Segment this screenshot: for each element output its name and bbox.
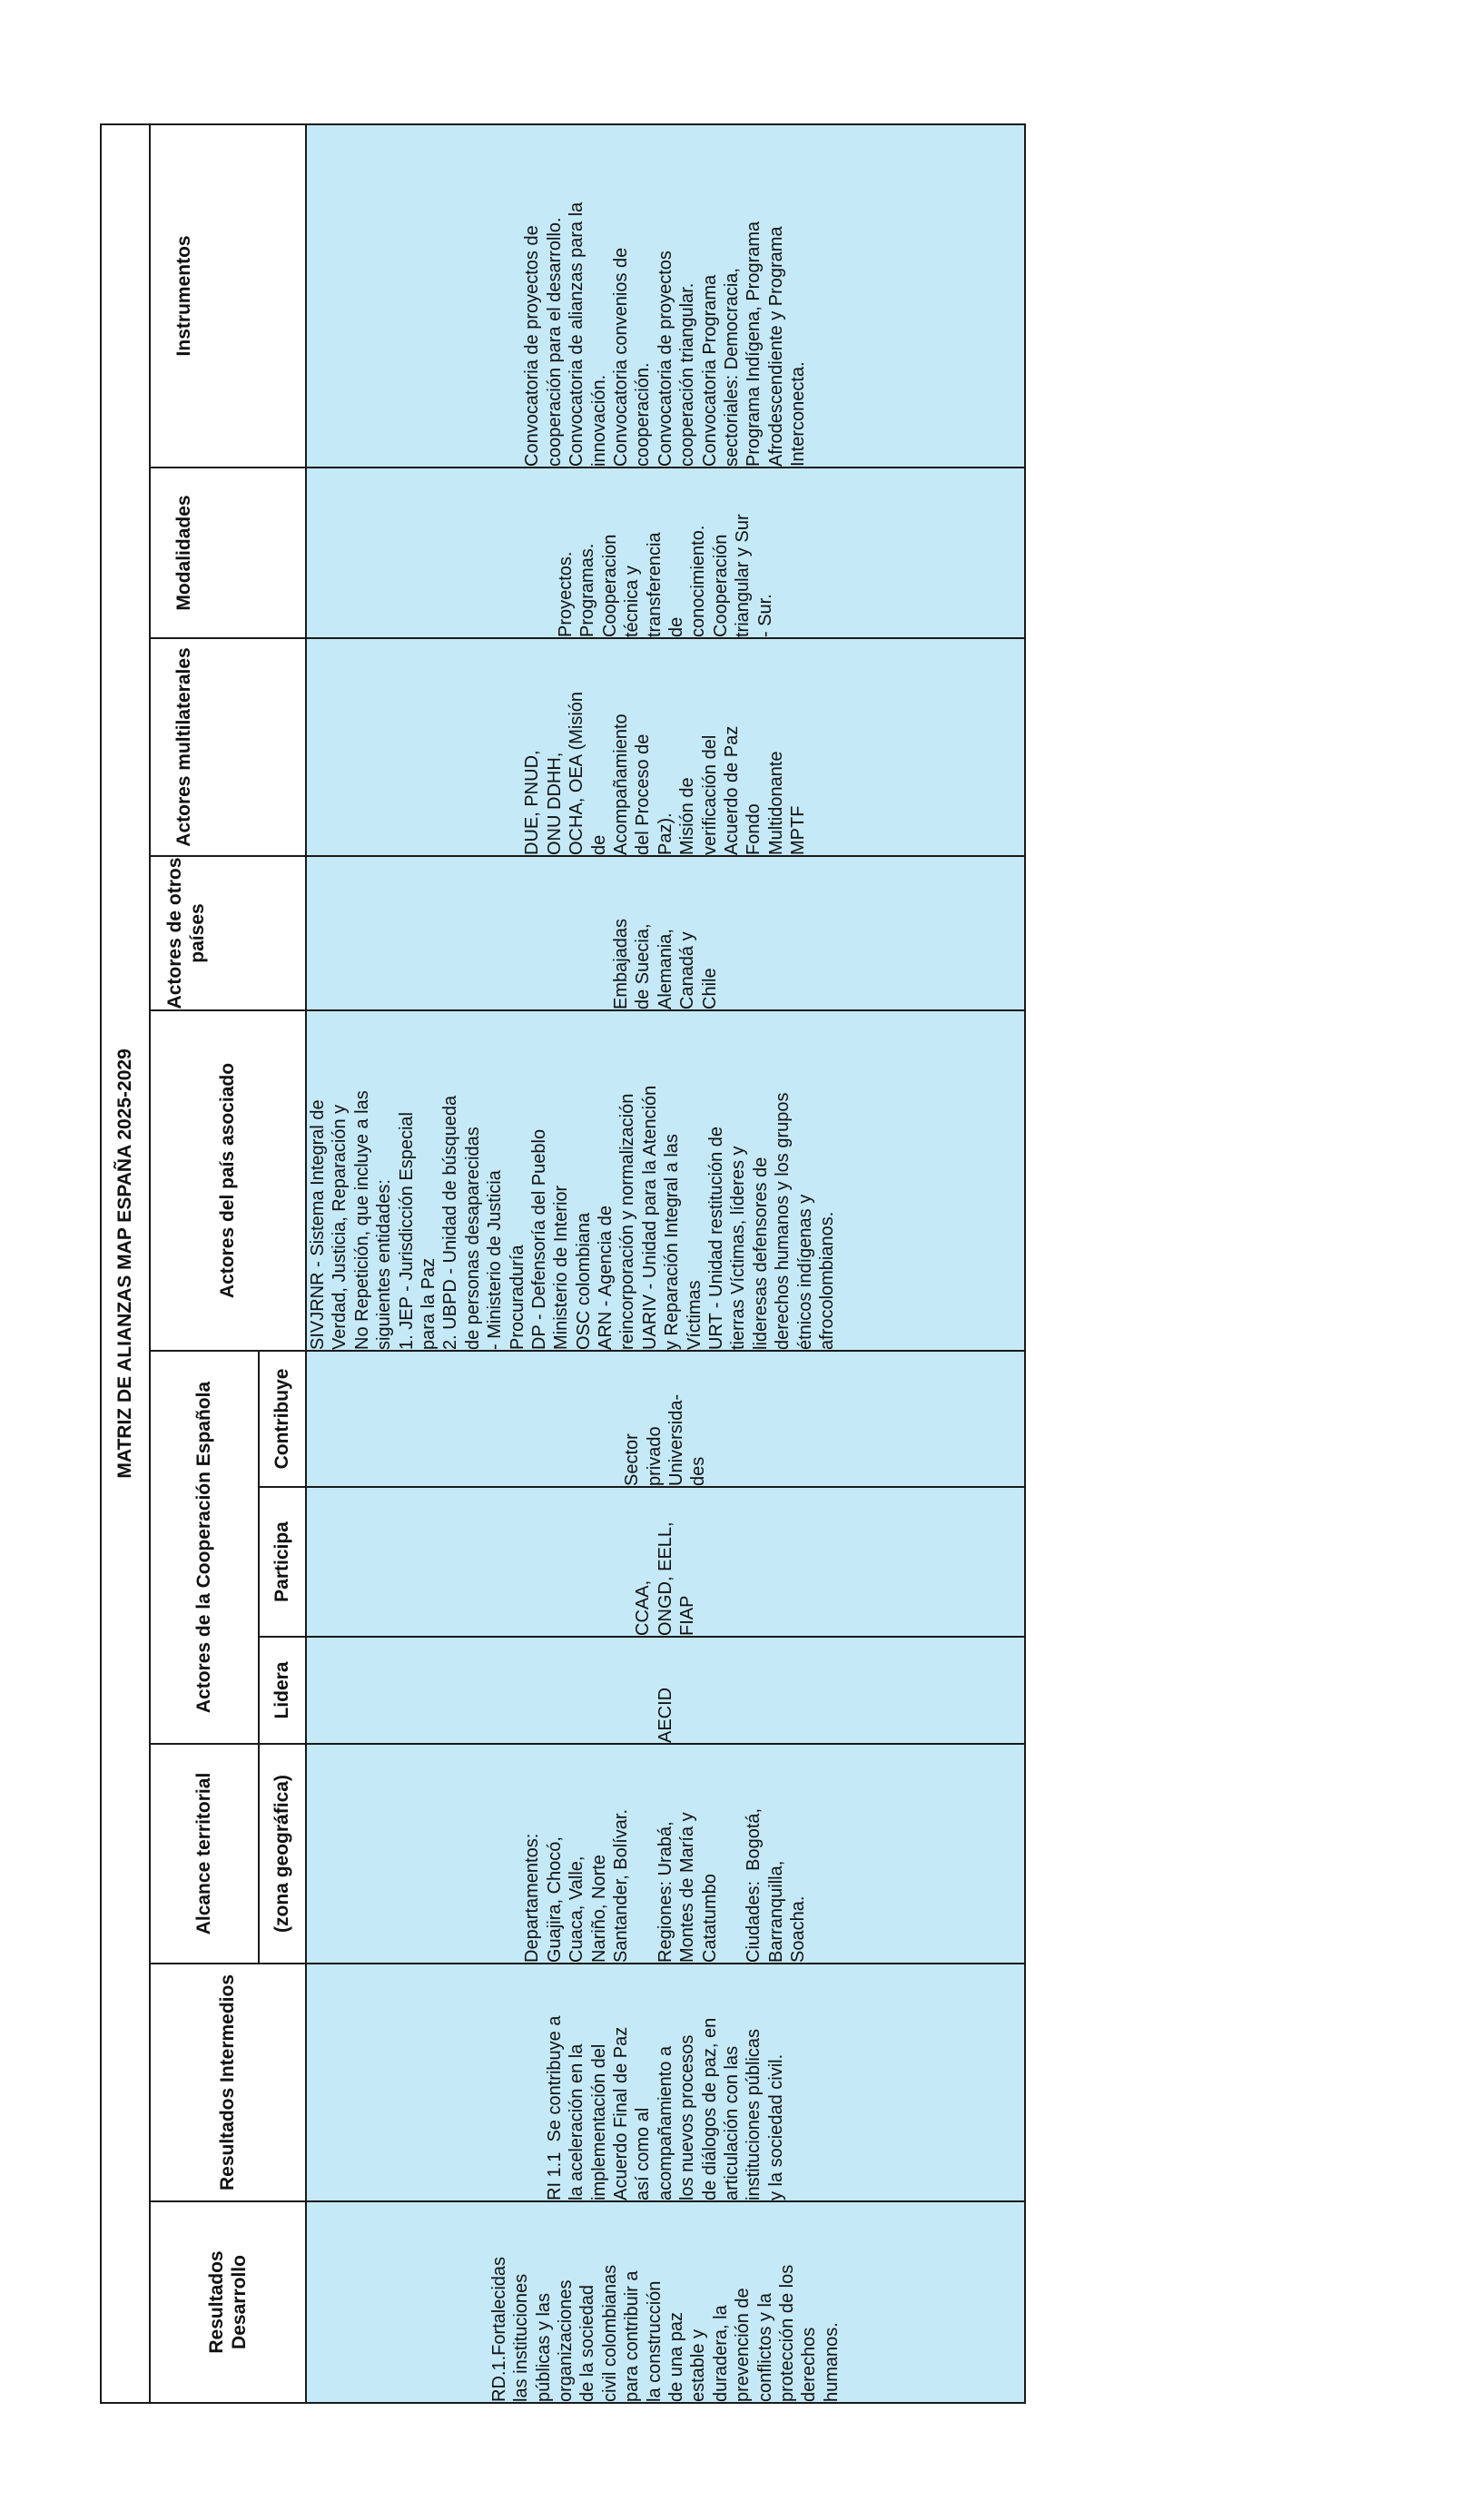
cell-line: de [666,616,686,637]
cell-line: afrocolombianos. [816,1211,837,1350]
cell-line: DUE, PNUD, [522,750,543,855]
cell-actores-pais [306,1010,1025,1351]
cell-participa [306,1487,1025,1637]
header-zona-geografica: (zona geográfica) [259,1744,306,1964]
cell-line: ONU DDHH, [544,752,565,855]
cell-line: derechos [799,2327,820,2402]
cell-line: Acuerdo de Paz [721,725,742,855]
cell-line: AECID [655,1687,675,1743]
cell-line: Interconecta. [788,361,809,467]
cell-line: protección de los [776,2264,797,2402]
cell-line: - Ministerio de Justicia [485,1170,506,1350]
cell-line: de la sociedad [577,2285,598,2402]
cell-line: Convocatoria de proyectos [655,251,675,467]
header-resultados-intermedios: Resultados Intermedios [150,1964,306,2201]
cell-line: estable y [688,2328,709,2402]
cell-line: triangular y Sur [733,514,754,637]
header-actores-otros: Actores de otros países [150,856,306,1010]
cell-line: DP - Defensoría del Pueblo [528,1128,549,1350]
cell-line: Convocatoria de alianzas para la [567,202,587,467]
cell-line: des [688,1456,709,1486]
cell-line: Fondo [744,803,764,855]
cell-line: Afrodescendiente y Programa [765,226,786,467]
cell-line: Chile [699,968,720,1009]
cell-line: ONGD, EELL, [655,1521,675,1636]
cell-line: y la sociedad civil. [765,2053,786,2200]
header-lidera: Lidera [259,1637,306,1744]
header-actores-pais: Actores del país asociado [150,1010,306,1351]
cell-line: RI 1.1 Se contribuye a [544,2015,565,2200]
alliance-matrix-table [100,123,1026,2404]
cell-line: No Repetición, que incluye a las [351,1090,372,1350]
cell-resultados-intermedios [306,1964,1025,2201]
header-modalidades: Modalidades [150,468,306,638]
header-contribuye: Contribuye [259,1351,306,1487]
header-alcance-territorial: Alcance territorial [150,1744,259,1964]
cell-line: Catatumbo [699,1874,720,1963]
cell-line: Acuerdo Final de Paz [611,2026,632,2200]
cell-line: conflictos y la [754,2292,775,2402]
cell-line: así como al [633,2107,654,2200]
cell-instrumentos [306,124,1025,468]
cell-line: tierras Víctimas, líderes y [728,1146,749,1350]
cell-line: FIAP [677,1595,698,1636]
cell-line: Universida- [666,1393,686,1486]
header-actores-cooperacion: Actores de la Cooperación Española [150,1351,259,1744]
cell-contribuye [306,1351,1025,1487]
cell-line: étnicos indígenas y [794,1194,815,1350]
cell-line: OCHA, OEA (Misión [567,691,587,855]
cell-line: lideresas defensores de [750,1157,771,1350]
cell-line: MPTF [788,805,809,855]
cell-line: articulación con las [721,2045,742,2200]
cell-line: cooperación. [633,362,654,467]
cell-line: públicas y las [533,2292,554,2402]
cell-line: para la Paz [418,1257,439,1350]
rotated-table-wrapper [100,125,1026,2404]
cell-line [721,1745,743,1963]
cell-line: de [588,834,609,855]
cell-lidera [306,1637,1025,1744]
cell-line: Convocatoria Programa [699,274,720,467]
cell-line: ARN - Agencia de [596,1206,616,1350]
cell-line: OSC colombiana [573,1212,594,1350]
cell-line: la aceleración en la [567,2043,587,2200]
cell-line: Soacha. [788,1895,809,1963]
cell-modalidades [306,468,1025,638]
cell-line: Nariño, Norte [588,1855,609,1963]
cell-line: implementación del [588,2043,609,2200]
cell-line: URT - Unidad restitución de [706,1126,727,1350]
cell-line: 1. JEP - Jurisdicción Especial [396,1112,417,1350]
cell-line: Cuaca, Valle, [567,1856,587,1963]
cell-line: cooperación triangular. [677,282,698,467]
cell-line: y Reparación Integral a las [662,1134,683,1350]
cell-line: de una paz [666,2312,686,2402]
cell-line: verificación del [699,734,720,855]
cell-line: derechos humanos y los grupos [773,1092,794,1350]
cell-line: de diálogos de paz, en [699,2017,720,2200]
cell-line: Cooperacion [599,534,620,637]
cell-line: Santander, Bolívar. [611,1808,632,1963]
cell-line: las instituciones [511,2273,532,2402]
cell-line: Acompañamiento [611,714,632,855]
cell-line: civil colombianas [599,2264,620,2402]
cell-line: Guajira, Chocó, [544,1836,565,1963]
cell-line: Verdad, Justicia, Reparación y [330,1104,350,1350]
cell-line: Cooperación [710,534,731,637]
cell-line: para contribuir a [622,2270,643,2402]
header-actores-multilaterales: Actores multilaterales [150,638,306,856]
cell-line: 2. UBPD - Unidad de búsqueda [440,1095,461,1350]
cell-line: reincorporación y normalización [617,1093,638,1350]
cell-line [632,1745,654,1963]
cell-alcance-territorial [306,1744,1025,1964]
cell-line: UARIV - Unidad para la Atención [639,1085,660,1350]
cell-line: acompañamiento a [655,2045,675,2200]
cell-line: innovación. [588,374,609,467]
cell-line: RD.1.Fortalecidas [488,2256,509,2402]
header-participa: Participa [259,1487,306,1637]
cell-line: Convocatoria convenios de [611,247,632,467]
cell-line: Embajadas [611,918,632,1009]
cell-line: los nuevos procesos [677,2034,698,2200]
cell-line: la construcción [644,2280,665,2402]
cell-line: Departamentos: [522,1833,543,1963]
cell-line: Misión de [677,777,698,855]
cell-line: conocimiento. [688,525,709,637]
cell-line: Multidonante [765,751,786,855]
cell-line: de Suecia, [633,923,654,1009]
cell-line: humanos. [821,2322,842,2402]
header-resultados-desarrollo: Resultados Desarrollo [150,2201,306,2403]
cell-line: duradera, la [710,2305,731,2402]
cell-line: Paz). [655,812,675,855]
cell-line: cooperación para el desarrollo. [544,217,565,467]
cell-line: Programas. [577,543,598,637]
cell-line: Procuraduría [507,1245,527,1350]
cell-line: organizaciones [556,2279,577,2402]
cell-line: - Sur. [754,594,775,637]
table-title: MATRIZ DE ALIANZAS MAP ESPAÑA 2025-2029 [101,124,150,2403]
cell-line: siguientes entidades: [374,1179,395,1350]
cell-line: instituciones públicas [744,2029,764,2200]
cell-line: Barranquilla, [765,1860,786,1963]
cell-line: Ministerio de Interior [551,1185,572,1350]
cell-line: del Proceso de [633,733,654,855]
cell-line: Proyectos. [556,551,577,637]
header-instrumentos: Instrumentos [150,124,306,468]
cell-actores-otros [306,856,1025,1010]
cell-line: Convocatoria de proyectos de [522,225,543,467]
cell-resultados-desarrollo [306,2201,1025,2403]
cell-line: Alemania, [655,929,675,1009]
cell-line: Programa Indígena, Programa [744,221,764,467]
cell-line: prevención de [733,2288,754,2402]
cell-line: Canadá y [677,931,698,1009]
cell-line: privado [644,1426,665,1486]
cell-line: SIVJRNR - Sistema Integral de [308,1099,328,1350]
cell-line: Víctimas [684,1280,705,1350]
cell-line: técnica y [622,566,643,637]
cell-line: CCAA, [633,1580,654,1636]
cell-line: Ciudades: Bogotá, [744,1807,764,1963]
cell-line: transferencia [644,532,665,637]
cell-line: Regiones: Urabá, [655,1821,675,1963]
cell-line: Sector [622,1433,643,1486]
cell-line: Montes de María y [677,1812,698,1963]
cell-actores-multilaterales [306,638,1025,856]
cell-line: de personas desaparecidas [462,1127,483,1350]
cell-line: sectoriales: Democracia, [721,268,742,467]
